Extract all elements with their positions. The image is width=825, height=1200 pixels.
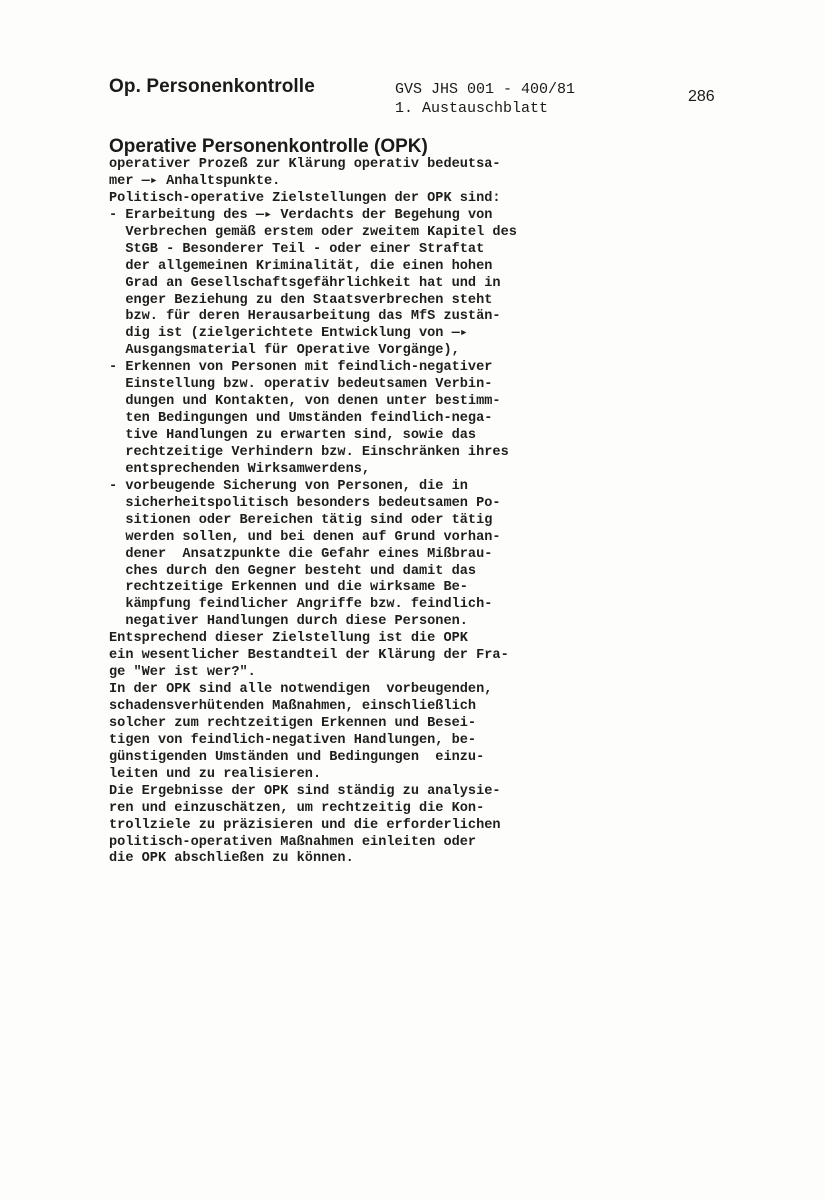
- body-line: werden sollen, und bei denen auf Grund vorhan-: [109, 529, 501, 545]
- body-line: negativer Handlungen durch diese Personen.: [109, 614, 468, 630]
- reference-line-2: 1. Austauschblatt: [395, 100, 549, 117]
- body-line: die OPK abschließen zu können.: [109, 851, 354, 867]
- reference-line-1: GVS JHS 001 - 400/81: [395, 81, 576, 98]
- page-number: 286: [688, 88, 715, 105]
- body-line: Ausgangsmaterial für Operative Vorgänge),: [109, 343, 460, 359]
- body-line: sitionen oder Bereichen tätig sind oder tätig: [109, 512, 493, 528]
- body-line: Grad an Gesellschaftsgefährlichkeit hat und in: [109, 275, 501, 291]
- body-line: Einstellung bzw. operativ bedeutsamen Verbin-: [109, 377, 493, 393]
- body-line: schadensverhütenden Maßnahmen, einschließlich: [109, 699, 477, 714]
- body-line: Die Ergebnisse der OPK sind ständig zu analysie-: [109, 783, 501, 799]
- body-line: solcher zum rechtzeitigen Erkennen und Besei-: [109, 715, 477, 731]
- body-line: günstigenden Umständen und Bedingungen einzu-: [109, 749, 485, 765]
- body-line: rechtzeitige Erkennen und die wirksame Be-: [109, 580, 468, 596]
- body-line: trollziele zu präzisieren und die erforderlichen: [109, 817, 501, 833]
- header-keyword: Op. Personenkontrolle: [109, 76, 315, 97]
- body-line: mer —▸ Anhaltspunkte.: [109, 173, 281, 189]
- body-line: entsprechenden Wirksamwerdens,: [109, 461, 371, 477]
- entry-body: [109, 157, 589, 868]
- body-line: - Erarbeitung des —▸ Verdachts der Begehung von: [109, 207, 493, 223]
- body-line: der allgemeinen Kriminalität, die einen hohen: [109, 258, 493, 274]
- body-line: ches durch den Gegner besteht und damit das: [109, 563, 477, 579]
- body-line: Politisch-operative Zielstellungen der OPK sind:: [109, 190, 501, 206]
- body-line: ge "Wer ist wer?".: [109, 665, 256, 681]
- body-line: tive Handlungen zu erwarten sind, sowie das: [109, 428, 477, 443]
- body-line: kämpfung feindlicher Angriffe bzw. feindlich-: [109, 597, 493, 613]
- body-line: operativer Prozeß zur Klärung operativ bedeutsa-: [109, 157, 501, 172]
- document-reference: [395, 80, 575, 118]
- body-line: ten Bedingungen und Umständen feindlich-nega-: [109, 411, 493, 427]
- body-line: tigen von feindlich-negativen Handlungen, be-: [109, 732, 477, 748]
- body-line: dungen und Kontakten, von denen unter bestimm-: [109, 394, 501, 410]
- body-line: In der OPK sind alle notwendigen vorbeugenden,: [109, 682, 493, 698]
- entry-title: Operative Personenkontrolle (OPK): [109, 136, 428, 157]
- body-line: leiten und zu realisieren.: [109, 766, 322, 782]
- body-line: - Erkennen von Personen mit feindlich-negativer: [109, 360, 493, 376]
- body-line: rechtzeitige Verhindern bzw. Einschränken ihres: [109, 444, 509, 460]
- body-line: StGB - Besonderer Teil - oder einer Straftat: [109, 241, 485, 257]
- body-line: dener Ansatzpunkte die Gefahr eines Mißbrau-: [109, 546, 493, 562]
- body-line: ein wesentlicher Bestandteil der Klärung der Fra-: [109, 648, 509, 664]
- body-line: ren und einzuschätzen, um rechtzeitig die Kon-: [109, 800, 485, 816]
- body-line: politisch-operativen Maßnahmen einleiten oder: [109, 834, 477, 850]
- body-line: sicherheitspolitisch besonders bedeutsamen Po-: [109, 495, 501, 511]
- body-line: bzw. für deren Herausarbeitung das MfS zustän-: [109, 309, 501, 325]
- body-line: Entsprechend dieser Zielstellung ist die OPK: [109, 631, 468, 647]
- body-line: enger Beziehung zu den Staatsverbrechen steht: [109, 292, 493, 308]
- body-line: - vorbeugende Sicherung von Personen, die in: [109, 478, 468, 494]
- body-line: Verbrechen gemäß erstem oder zweitem Kapitel des: [109, 224, 517, 240]
- body-line: dig ist (zielgerichtete Entwicklung von —▸: [109, 326, 468, 342]
